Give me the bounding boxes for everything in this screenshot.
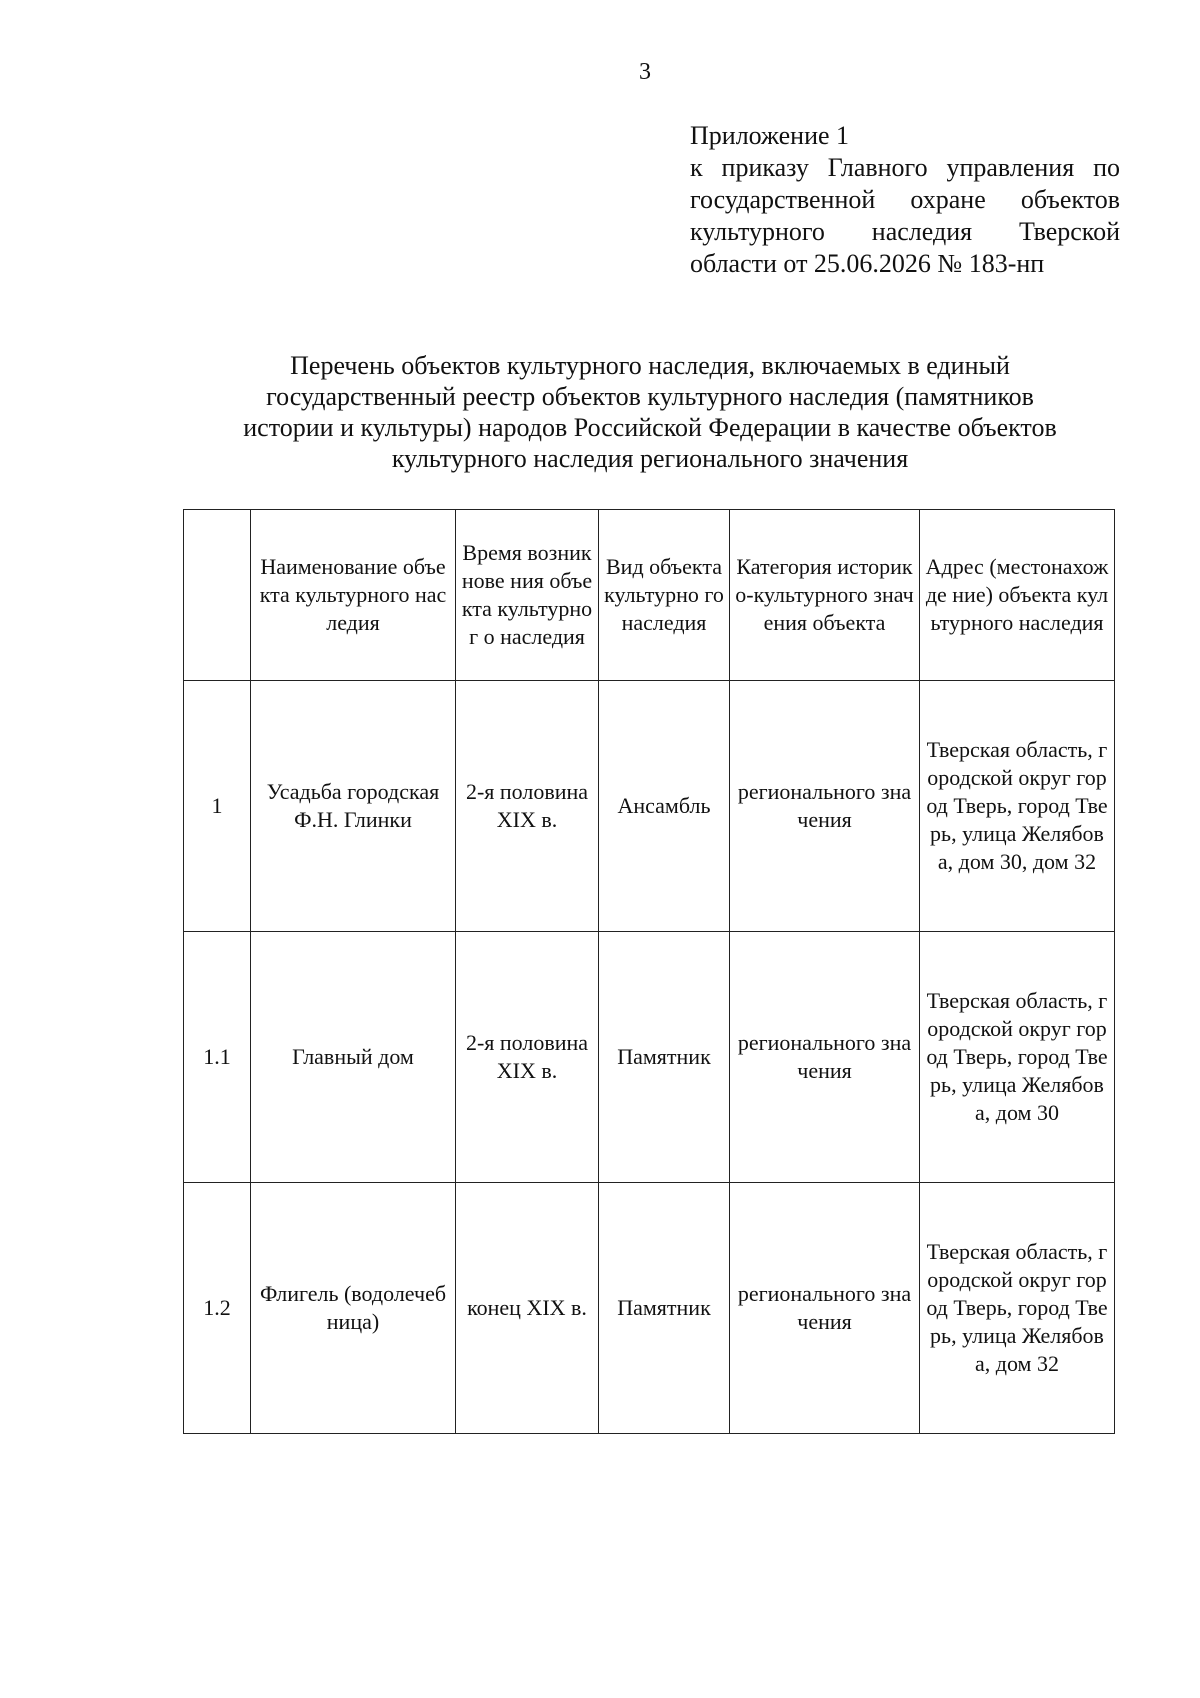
row-category: регионального значения [730,681,920,932]
row-number: 1.1 [184,932,251,1183]
header-category: Категория историко-культурного значения объекта [730,510,920,681]
row-number: 1 [184,681,251,932]
row-kind: Ансамбль [599,681,730,932]
table-row [184,681,1115,932]
table-header-row [184,510,1115,681]
table-row [184,932,1115,1183]
page-number: 3 [639,59,651,85]
row-name: Флигель (водолечебница) [251,1183,456,1434]
table-row [184,1183,1115,1434]
row-kind: Памятник [599,1183,730,1434]
row-number: 1.2 [184,1183,251,1434]
row-name: Главный дом [251,932,456,1183]
document-title-line: Перечень объектов культурного наследия, включаемых в единый [290,351,1010,380]
appendix-line: области от 25.06.2026 № 183-нп [690,249,1045,278]
heritage-objects-table [183,509,1115,1434]
row-address: Тверская область, городской округ город Тверь, город Тверь, улица Желябова, дом 30 [920,932,1115,1183]
appendix-line: государственной охране объектов [690,185,1120,214]
document-title-line: истории и культуры) народов Российской Федерации в качестве объектов [243,413,1057,442]
appendix-block [690,120,1120,280]
row-category: регионального значения [730,932,920,1183]
row-address: Тверская область, городской округ город Тверь, город Тверь, улица Желябова, дом 32 [920,1183,1115,1434]
header-address: Адрес (местонахожде ние) объекта культурного наследия [920,510,1115,681]
appendix-title: Приложение 1 [690,121,850,150]
document-title [180,350,1120,474]
header-time: Время возникнове ния объекта культурног о наследия [456,510,599,681]
row-kind: Памятник [599,932,730,1183]
header-kind: Вид объекта культурно го наследия [599,510,730,681]
row-time: 2-я половина XIX в. [456,681,599,932]
row-time: 2-я половина XIX в. [456,932,599,1183]
row-category: регионального значения [730,1183,920,1434]
header-number [184,510,251,681]
row-time: конец XIX в. [456,1183,599,1434]
appendix-line: культурного наследия Тверской [690,217,1120,246]
appendix-line: к приказу Главного управления по [690,153,1120,182]
row-name: Усадьба городская Ф.Н. Глинки [251,681,456,932]
document-title-line: государственный реестр объектов культурного наследия (памятников [266,382,1034,411]
header-name: Наименование объекта культурного наследия [251,510,456,681]
row-address: Тверская область, городской округ город Тверь, город Тверь, улица Желябова, дом 30, дом 32 [920,681,1115,932]
document-title-line: культурного наследия регионального значения [391,444,909,473]
